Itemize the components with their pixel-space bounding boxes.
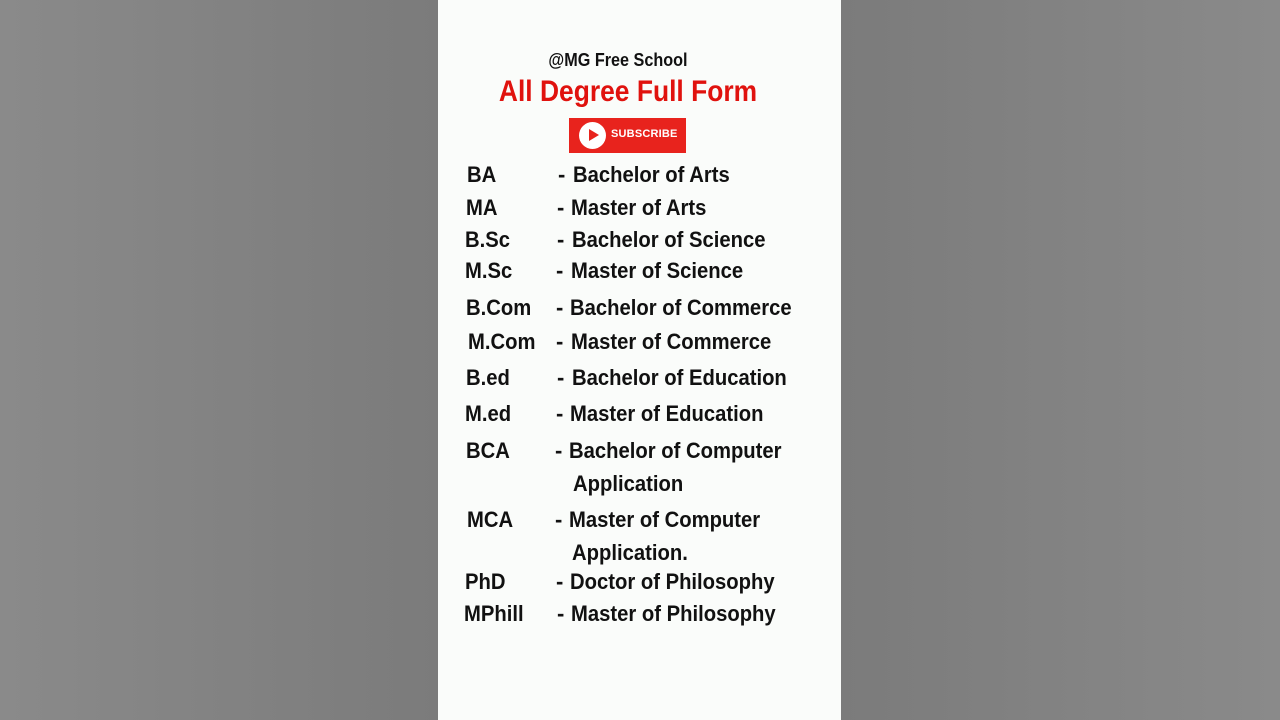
degree-row	[438, 601, 841, 635]
degree-abbr: B.ed	[466, 365, 510, 390]
degree-full-form: Bachelor of Education	[572, 365, 787, 390]
degree-full-form: Master of Education	[570, 401, 764, 426]
degree-abbr: MPhill	[464, 601, 524, 626]
degree-dash: -	[556, 295, 564, 320]
degree-row	[438, 227, 841, 261]
right-blur-background	[841, 0, 1280, 720]
degree-dash: -	[557, 227, 565, 252]
degree-abbr: MA	[466, 195, 498, 220]
degree-full-form: Master of Commerce	[571, 329, 772, 354]
degree-full-form-continued: Application.	[572, 540, 688, 565]
degree-row	[438, 507, 841, 575]
channel-handle: @MG Free School	[548, 50, 688, 70]
degree-dash: -	[557, 365, 565, 390]
degree-row	[438, 295, 841, 329]
degree-full-form-continued: Application	[573, 471, 684, 496]
degree-dash: -	[555, 438, 563, 463]
degree-abbr: B.Com	[466, 295, 532, 320]
subscribe-button[interactable]	[569, 118, 686, 153]
degree-row	[438, 195, 841, 229]
degree-dash: -	[556, 258, 564, 283]
subscribe-label: SUBSCRIBE	[611, 128, 678, 140]
degree-row	[438, 365, 841, 399]
degree-full-form: Master of Philosophy	[571, 601, 776, 626]
degree-abbr: M.Sc	[465, 258, 513, 283]
degree-abbr: B.Sc	[465, 227, 511, 252]
degree-dash: -	[556, 569, 564, 594]
degree-abbr: BA	[467, 162, 497, 187]
degree-dash: -	[558, 162, 566, 187]
degree-row	[438, 438, 841, 506]
degree-full-form: Bachelor of Science	[572, 227, 766, 252]
degree-row	[438, 329, 841, 363]
degree-dash: -	[555, 507, 563, 532]
degree-abbr: MCA	[467, 507, 514, 532]
degree-full-form: Doctor of Philosophy	[570, 569, 775, 594]
degree-full-form: Bachelor of Computer	[569, 438, 782, 463]
page-title: All Degree Full Form	[498, 75, 758, 108]
degree-abbr: PhD	[465, 569, 506, 594]
degree-full-form: Master of Arts	[571, 195, 707, 220]
degree-dash: -	[557, 195, 565, 220]
degree-row	[438, 569, 841, 603]
degree-row	[438, 162, 841, 196]
degree-dash: -	[556, 401, 564, 426]
degree-full-form: Master of Computer	[569, 507, 761, 532]
degree-full-form: Bachelor of Commerce	[570, 295, 792, 320]
degree-dash: -	[557, 601, 565, 626]
degree-abbr: M.ed	[465, 401, 512, 426]
content-card	[438, 0, 841, 720]
degree-dash: -	[556, 329, 564, 354]
degree-full-form: Bachelor of Arts	[573, 162, 730, 187]
left-blur-background	[0, 0, 438, 720]
degree-full-form: Master of Science	[571, 258, 744, 283]
degree-row	[438, 401, 841, 435]
degree-abbr: M.Com	[468, 329, 536, 354]
degree-abbr: BCA	[466, 438, 510, 463]
play-icon	[579, 122, 606, 149]
degree-row	[438, 258, 841, 292]
